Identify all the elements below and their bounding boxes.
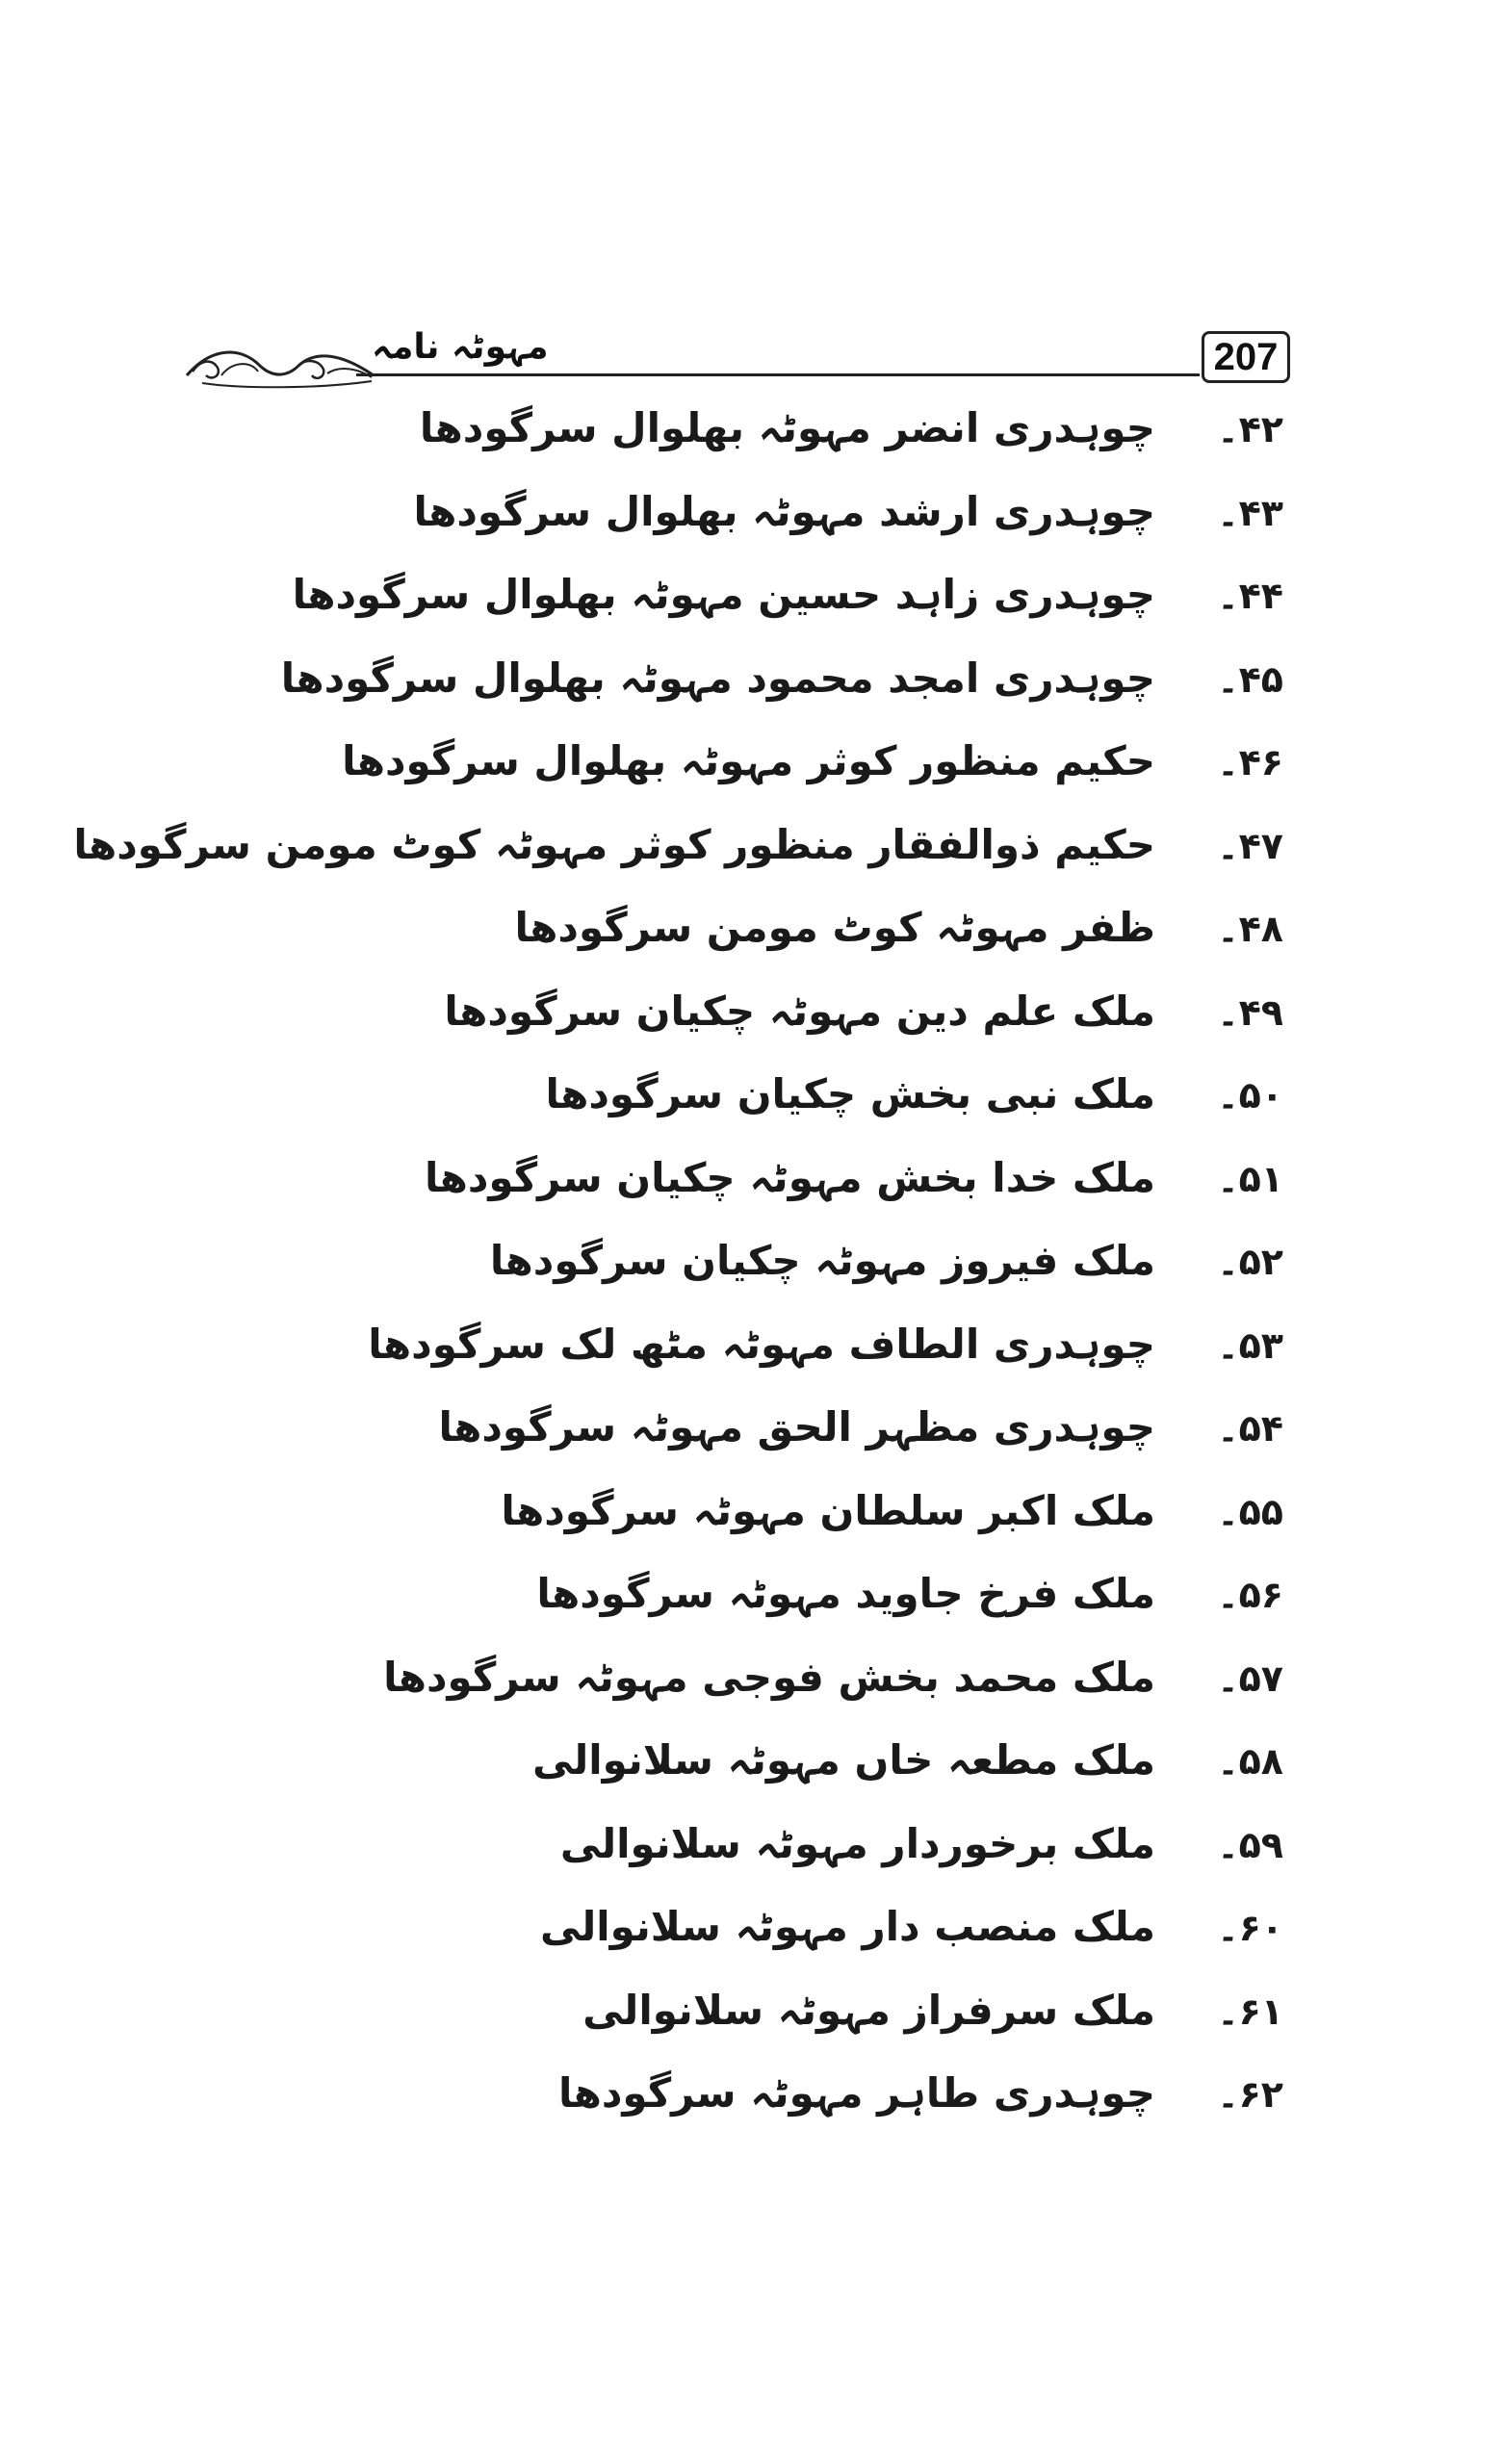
list-item: [0, 1311, 1500, 1395]
list-item: [0, 561, 1500, 645]
entry-number: ۵۷۔: [1217, 1656, 1283, 1700]
entry-number: ۴۳۔: [1217, 491, 1283, 534]
list-item: [0, 478, 1500, 562]
list-item: [0, 1727, 1500, 1810]
entry-number: ۴۷۔: [1217, 824, 1283, 867]
flourish-ornament-icon: [183, 337, 375, 393]
entry-number: ۵۲۔: [1217, 1241, 1283, 1283]
entry-text: ملک فیروز مہوٹہ چکیان سرگودھا: [489, 1237, 1155, 1284]
entry-number: ۶۰۔: [1217, 1907, 1283, 1949]
list-item: [0, 728, 1500, 811]
list-item: [0, 2060, 1500, 2143]
list-item: [0, 1560, 1500, 1644]
list-item: [0, 645, 1500, 729]
entry-text: ملک علم دین مہوٹہ چکیان سرگودھا: [444, 987, 1155, 1035]
entry-number: ۵۶۔: [1217, 1574, 1283, 1616]
entry-number: ۵۱۔: [1217, 1157, 1283, 1200]
entry-text: ملک سرفراز مہوٹہ سلانوالی: [582, 1986, 1155, 2034]
list-item: [0, 978, 1500, 1062]
entry-number: ۴۶۔: [1217, 741, 1283, 783]
entry-text: چوہدری طاہر مہوٹہ سرگودھا: [557, 2069, 1155, 2117]
list-item: [0, 1227, 1500, 1311]
entry-text: ملک نبی بخش چکیان سرگودھا: [545, 1070, 1155, 1117]
page-header: [183, 320, 1290, 397]
entry-text: چوہدری انضر مہوٹہ بھلوال سرگودھا: [419, 404, 1155, 451]
entry-number: ۴۸۔: [1217, 908, 1283, 950]
entry-number: ۵۹۔: [1217, 1823, 1283, 1866]
entry-number: ۵۴۔: [1217, 1407, 1283, 1450]
list-item: [0, 1477, 1500, 1561]
list-item: [0, 1644, 1500, 1728]
entry-number: ۶۲۔: [1217, 2073, 1283, 2116]
entry-number: ۴۹۔: [1217, 990, 1283, 1034]
list-item: [0, 1977, 1500, 2061]
entry-number: ۵۸۔: [1217, 1740, 1283, 1783]
entry-text: چوہدری الطاف مہوٹہ مٹھ لک سرگودھا: [368, 1320, 1155, 1368]
entry-number: ۴۴۔: [1217, 575, 1283, 617]
entry-number: ۴۵۔: [1217, 657, 1283, 701]
list-item: [0, 811, 1500, 895]
list-item: [0, 1810, 1500, 1894]
entry-number: ۵۰۔: [1217, 1074, 1283, 1116]
entry-text: چوہدری مظہر الحق مہوٹہ سرگودھا: [438, 1403, 1155, 1450]
entry-text: ملک اکبر سلطان مہوٹہ سرگودھا: [501, 1486, 1155, 1534]
entry-text: ملک برخوردار مہوٹہ سلانوالی: [559, 1819, 1155, 1867]
name-list: [0, 395, 1500, 2143]
entry-number: ۵۵۔: [1217, 1490, 1283, 1533]
list-item: [0, 395, 1500, 478]
entry-text: ظفر مہوٹہ کوٹ مومن سرگودھا: [514, 904, 1155, 951]
entry-text: ملک فرخ جاوید مہوٹہ سرگودھا: [536, 1570, 1155, 1617]
list-item: [0, 1061, 1500, 1144]
entry-text: حکیم ذوالفقار منظور کوثر مہوٹہ کوٹ مومن سرگودھا: [73, 820, 1155, 868]
page-number: 207: [1202, 331, 1290, 383]
entry-text: ملک محمد بخش فوجی مہوٹہ سرگودھا: [383, 1653, 1155, 1701]
entry-text: حکیم منظور کوثر مہوٹہ بھلوال سرگودھا: [342, 737, 1155, 784]
entry-text: چوہدری امجد محمود مہوٹہ بھلوال سرگودھا: [280, 654, 1155, 702]
entry-text: ملک منصب دار مہوٹہ سلانوالی: [539, 1903, 1155, 1950]
entry-number: ۶۱۔: [1217, 1989, 1283, 2033]
list-item: [0, 1144, 1500, 1228]
book-title: مہوٹہ نامہ: [366, 327, 555, 367]
entry-text: ملک مطعہ خاں مہوٹہ سلانوالی: [531, 1736, 1155, 1784]
list-item: [0, 1394, 1500, 1477]
header-rule: [356, 373, 1200, 376]
entry-text: چوہدری زاہد حسین مہوٹہ بھلوال سرگودھا: [292, 571, 1155, 618]
entry-text: ملک خدا بخش مہوٹہ چکیان سرگودھا: [424, 1153, 1155, 1201]
list-item: [0, 1893, 1500, 1977]
entry-text: چوہدری ارشد مہوٹہ بھلوال سرگودھا: [413, 487, 1155, 535]
entry-number: ۵۳۔: [1217, 1323, 1283, 1367]
list-item: [0, 894, 1500, 978]
entry-number: ۴۲۔: [1217, 408, 1283, 450]
